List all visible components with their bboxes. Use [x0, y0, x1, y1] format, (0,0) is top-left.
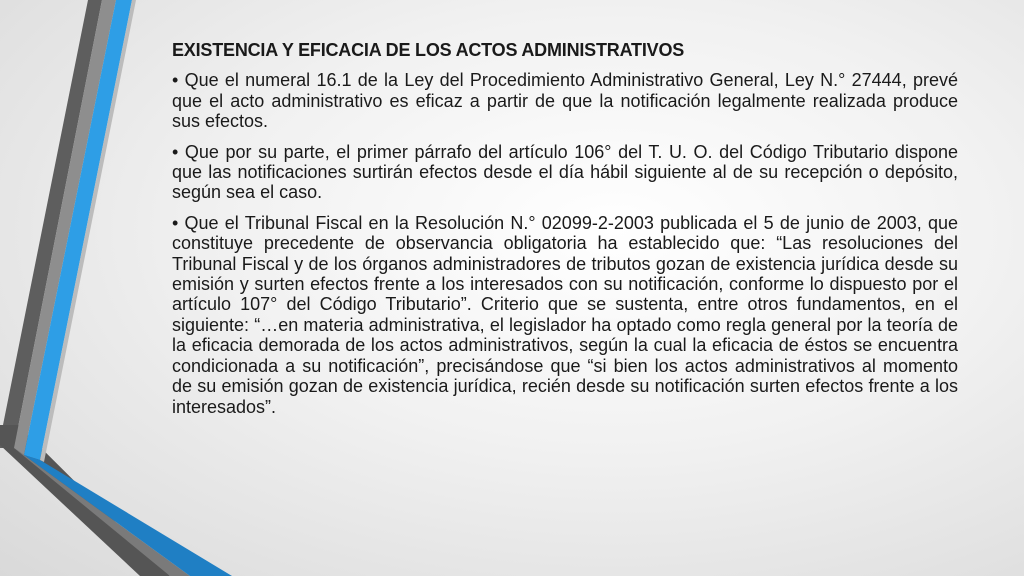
bullet-paragraph-2: • Que por su parte, el primer párrafo del artículo 106° del T. U. O. del Código Tributario dispone que las notificaciones surtirán efectos desde el día hábil siguiente al de su recepción o depósito, según sea el caso.: [172, 141, 958, 203]
slide-title: EXISTENCIA Y EFICACIA DE LOS ACTOS ADMINISTRATIVOS: [172, 40, 685, 60]
bullet-paragraph-1: • Que el numeral 16.1 de la Ley del Procedimiento Administrativo General, Ley N.° 27444, prevé que el acto administrativo es eficaz a partir de que la notificación legalmente realizada produce sus efectos.: [172, 70, 958, 132]
slide-content: [172, 40, 958, 427]
gray-stripe-bottom: [14, 448, 190, 576]
bullet-paragraph-3: • Que el Tribunal Fiscal en la Resolución N.° 02099-2-2003 publicada el 5 de junio de 2003, que constituye precedente de observancia obligatoria ha establecido que: “Las resoluciones del Tribunal Fiscal y de los órganos administradores de tributos gozan de existencia jurídica desde su emisión y surten efectos frente a los interesados con su notificación, conforme lo dispuesto por el artículo 107° del Código Tributario”. Criterio que se sustenta, entre otros fundamentos, en el siguiente: “…en materia administrativa, el legislador ha optado como regla general por la teoría de la eficacia demorada de los actos administrativos, según la cual la eficacia de éstos se encuentra condicionada a su notificación”, precisándose que “si bien los actos administrativos al momento de su emisión gozan de existencia jurídica, recién desde su notificación surten efectos frente a los interesados”.: [172, 212, 958, 417]
gray-stripe-top: [14, 0, 116, 455]
